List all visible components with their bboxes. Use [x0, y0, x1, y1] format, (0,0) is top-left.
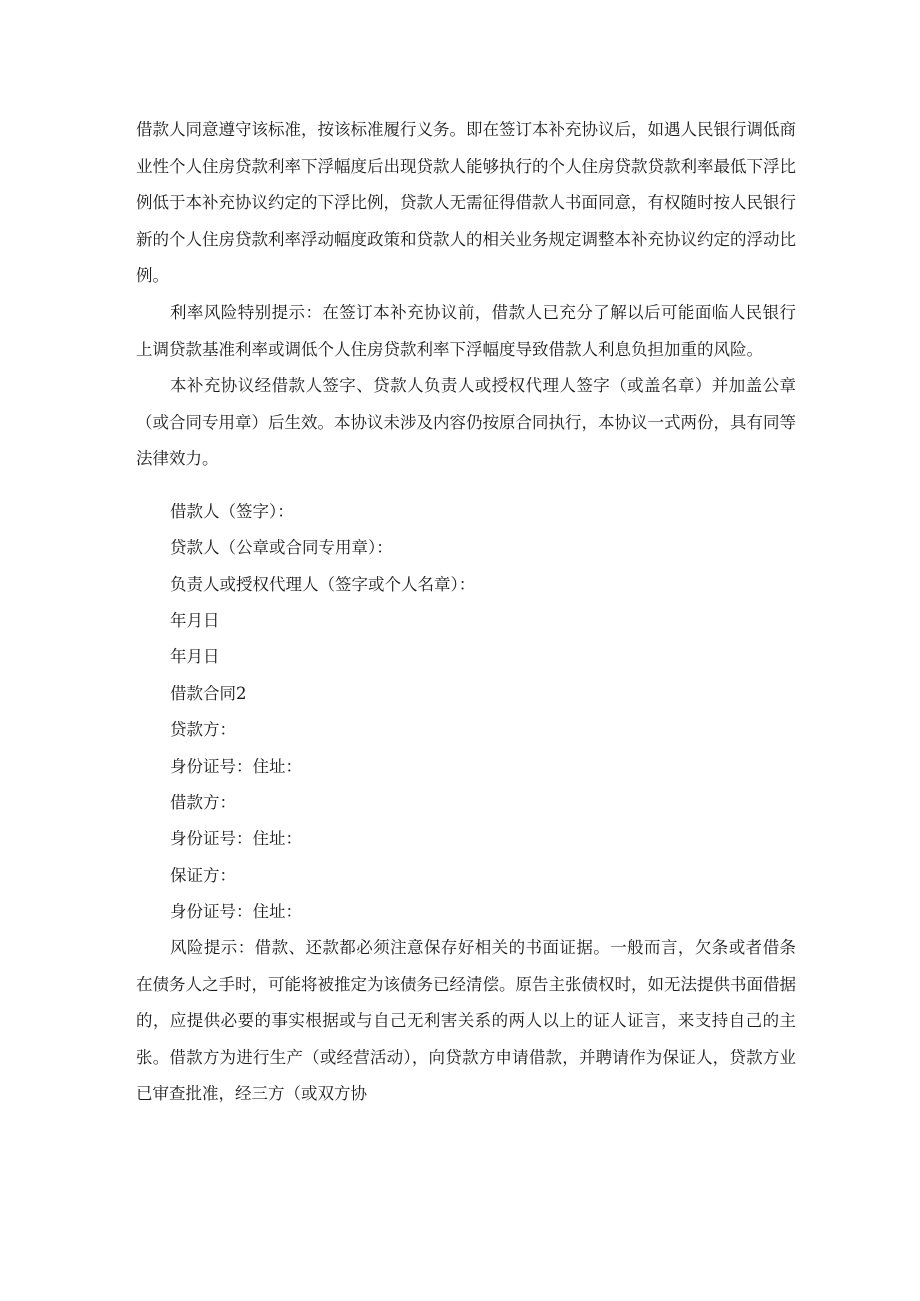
paragraph-effectiveness: 本补充协议经借款人签字、贷款人负责人或授权代理人签字（或盖名章）并加盖公章（或合同专用章）后生效。本协议未涉及内容仍按原合同执行，本协议一式两份，具有同等法律效力。: [136, 376, 796, 468]
signature-authorized-agent: 负责人或授权代理人（签字或个人名章）：: [170, 575, 476, 594]
contract2-guarantor-label: 保证方：: [170, 866, 236, 885]
contract2-lender-id-address: 身份证号：住址：: [170, 757, 302, 776]
date-line-2: 年月日: [170, 647, 220, 666]
signature-borrower: 借款人（签字）：: [170, 502, 294, 521]
paragraph-rate-adjustment: 借款人同意遵守该标准，按该标准履行义务。即在签订本补充协议后，如遇人民银行调低商业性个人住房贷款利率下浮幅度后出现贷款人能够执行的个人住房贷款贷款利率最低下浮比例低于本补充协议约定的下浮比例，贷款人无需征得借款人书面同意，有权随时按人民银行新的个人住房贷款利率浮动幅度政策和贷款人的相关业务规定调整本补充协议约定的浮动比例。: [136, 120, 796, 285]
contract2-title: 借款合同2: [170, 684, 247, 703]
signature-lender: 贷款人（公章或合同专用章）：: [170, 538, 393, 557]
paragraph-rate-risk-notice: 利率风险特别提示：在签订本补充协议前，借款人已充分了解以后可能面临人民银行上调贷款基准利率或调低个人住房贷款利率下浮幅度导致借款人利息负担加重的风险。: [136, 303, 796, 359]
paragraph-risk-tip: 风险提示：借款、还款都必须注意保存好相关的书面证据。一般而言，欠条或者借条在债务人之手时，可能将被推定为该债务已经清偿。原告主张债权时，如无法提供书面借据的，应提供必要的事实根据或与自己无利害关系的两人以上的证人证言，来支持自己的主张。借款方为进行生产（或经营活动），向贷款方申请借款，并聘请作为保证人，贷款方业已审查批准，经三方（或双方协: [136, 938, 796, 1103]
contract2-lender-label: 贷款方：: [170, 720, 236, 739]
contract2-borrower-id-address: 身份证号：住址：: [170, 829, 302, 848]
contract2-guarantor-id-address: 身份证号：住址：: [170, 902, 302, 921]
contract2-borrower-label: 借款方：: [170, 793, 236, 812]
date-line-1: 年月日: [170, 611, 220, 630]
